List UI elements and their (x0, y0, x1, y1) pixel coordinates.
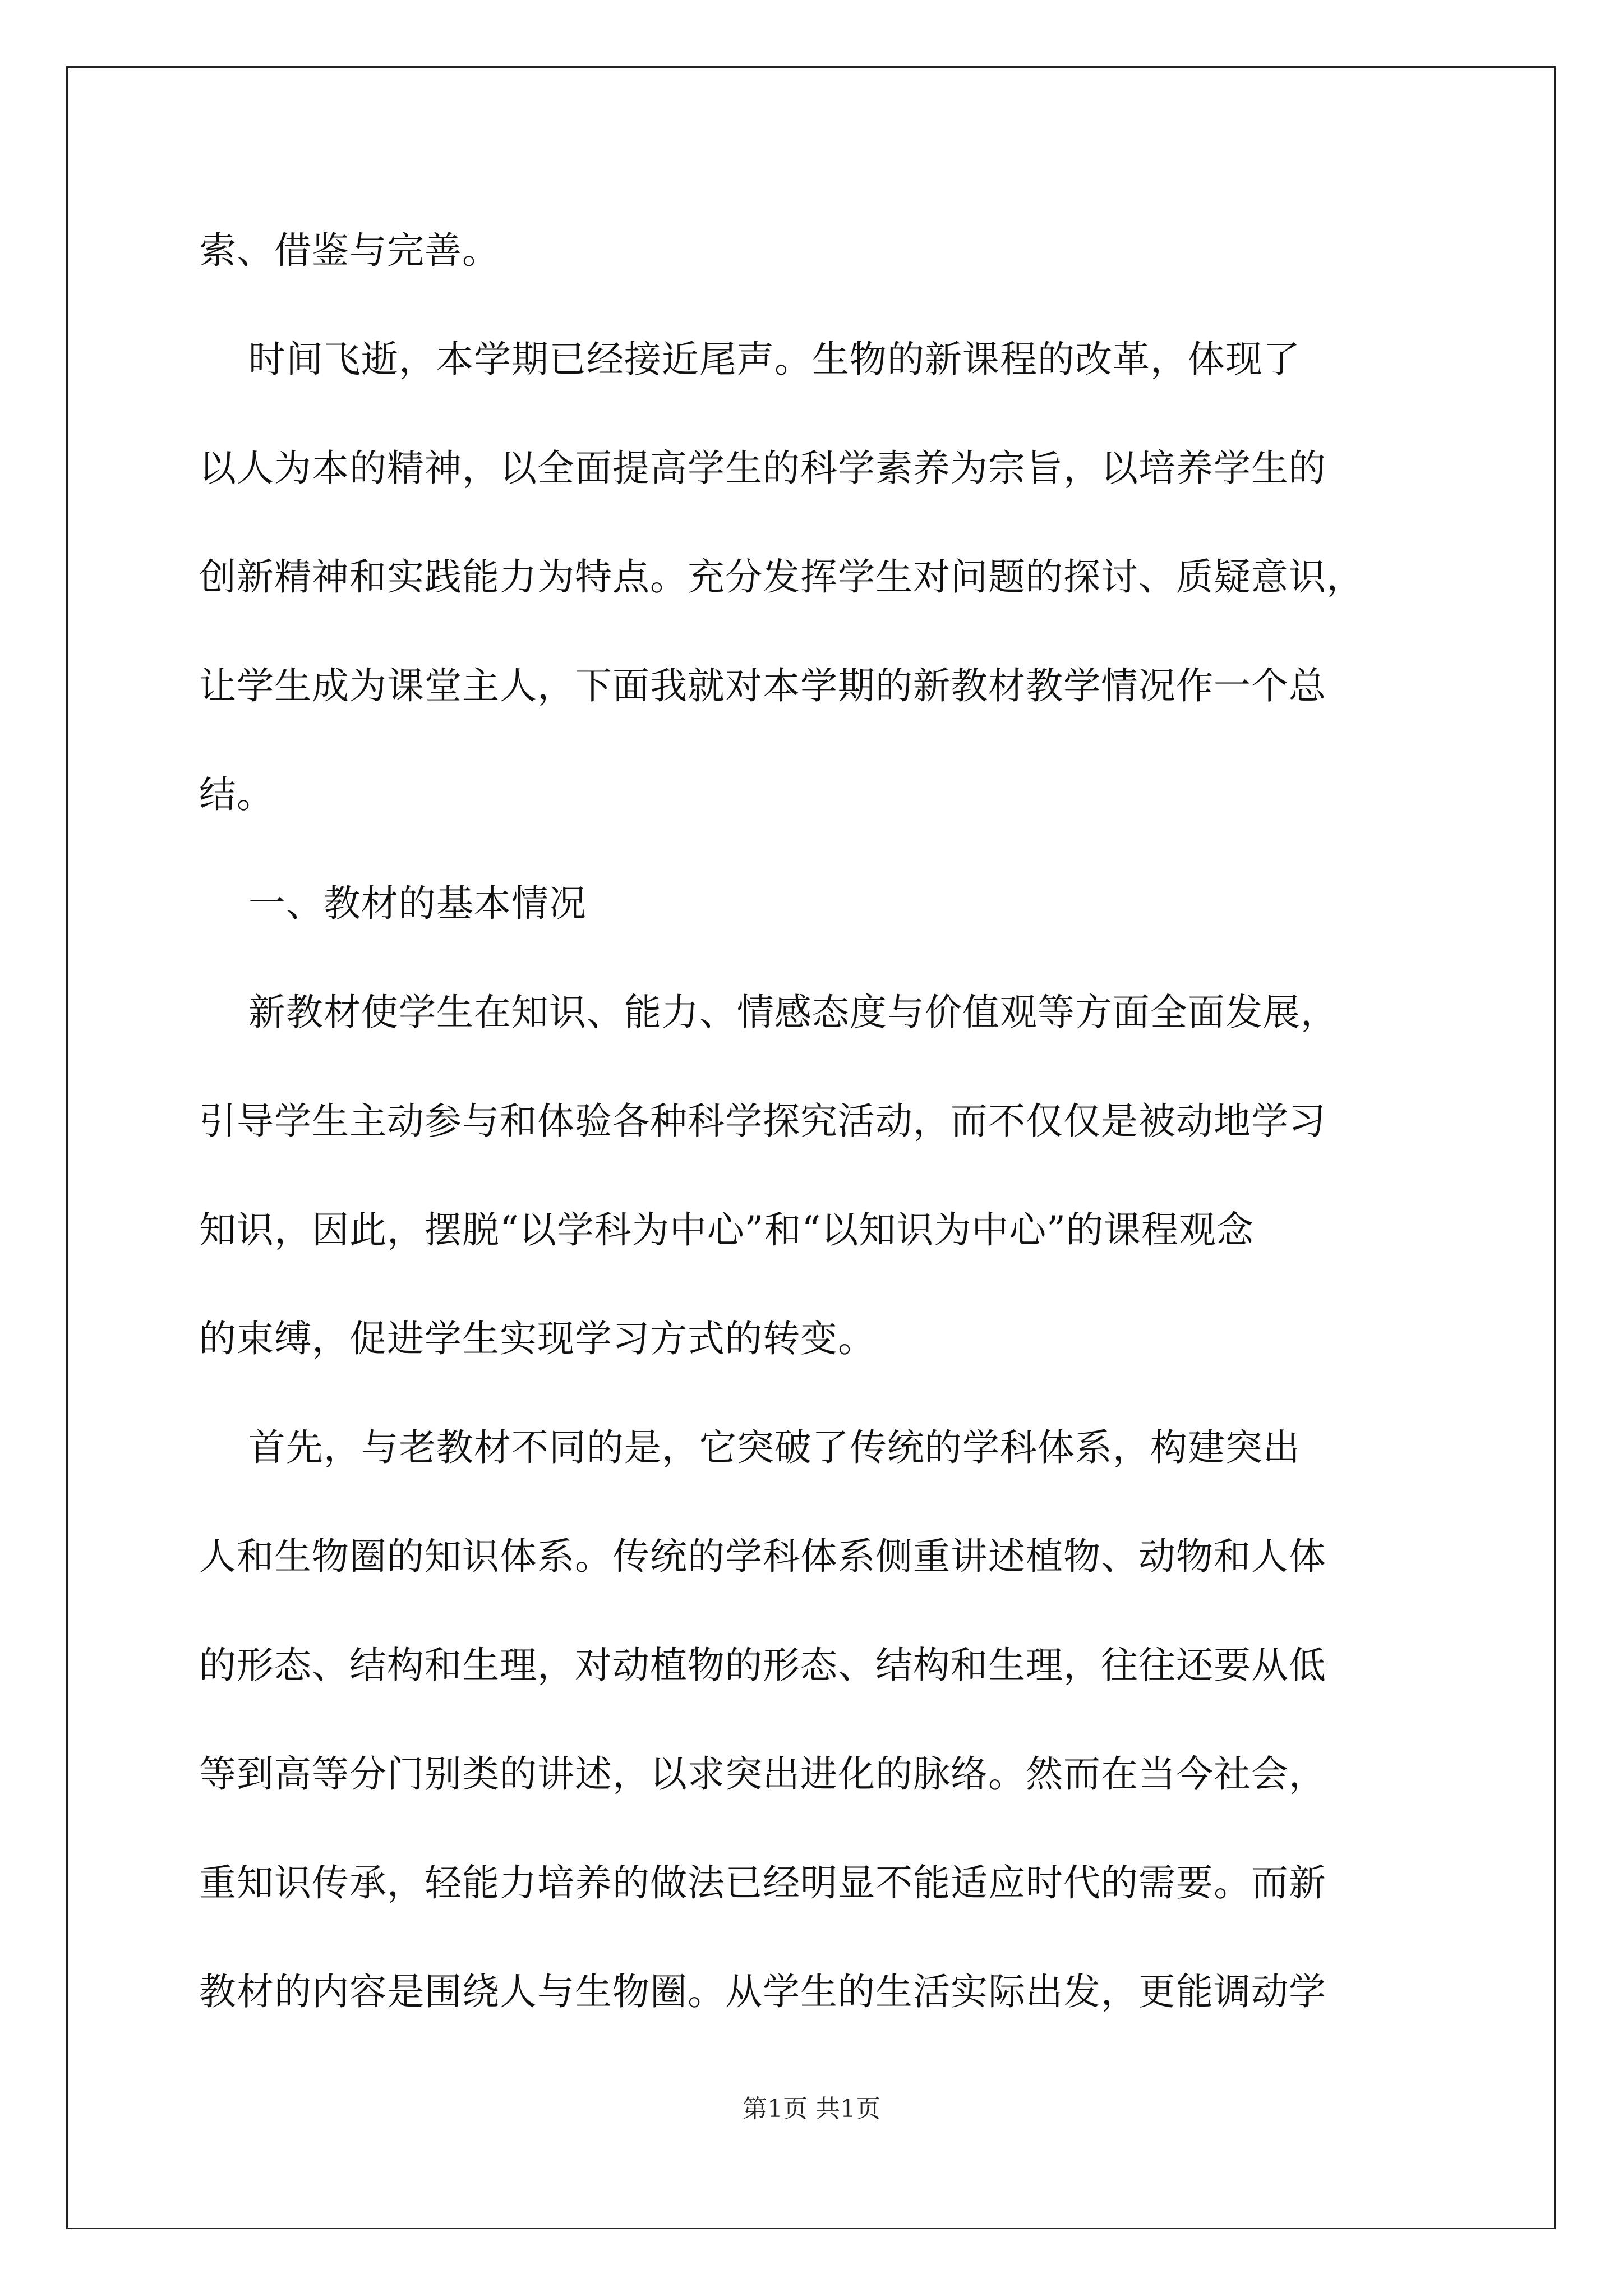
text-line: 索、借鉴与完善。 (199, 229, 500, 272)
text-line: 新教材使学生在知识、能力、情感态度与价值观等方面全面发展， (199, 991, 1338, 1034)
text-line: 结。 (199, 773, 274, 816)
text-line: 等到高等分门别类的讲述，以求突出进化的脉络。然而在当今社会， (199, 1752, 1326, 1796)
text-line: 重知识传承，轻能力培养的做法已经明显不能适应时代的需要。而新 (199, 1861, 1326, 1904)
text-line: 时间飞逝，本学期已经接近尾声。生物的新课程的改革，体现了 (199, 338, 1301, 381)
text-line: 让学生成为课堂主人，下面我就对本学期的新教材教学情况作一个总 (199, 664, 1326, 707)
text-line: 首先，与老教材不同的是，它突破了传统的学科体系，构建突出 (199, 1426, 1301, 1469)
text-line: 的束缚，促进学生实现学习方式的转变。 (199, 1317, 875, 1360)
text-line: 以人为本的精神，以全面提高学生的科学素养为宗旨，以培养学生的 (199, 447, 1326, 490)
text-line: 的形态、结构和生理，对动植物的形态、结构和生理，往往还要从低 (199, 1644, 1326, 1687)
text-line: 引导学生主动参与和体验各种科学探究活动，而不仅仅是被动地学习 (199, 1099, 1326, 1143)
text-line: 教材的内容是围绕人与生物圈。从学生的生活实际出发，更能调动学 (199, 1970, 1326, 2013)
text-line: 创新精神和实践能力为特点。充分发挥学生对问题的探讨、质疑意识， (199, 555, 1364, 599)
document-body (199, 196, 1444, 2046)
text-line: 人和生物圈的知识体系。传统的学科体系侧重讲述植物、动物和人体 (199, 1535, 1326, 1578)
section-heading: 一、教材的基本情况 (199, 882, 587, 925)
page-number-footer: 第1页 共1页 (743, 2095, 880, 2123)
text-line: 知识，因此，摆脱“以学科为中心”和“以知识为中心”的课程观念 (199, 1208, 1254, 1251)
